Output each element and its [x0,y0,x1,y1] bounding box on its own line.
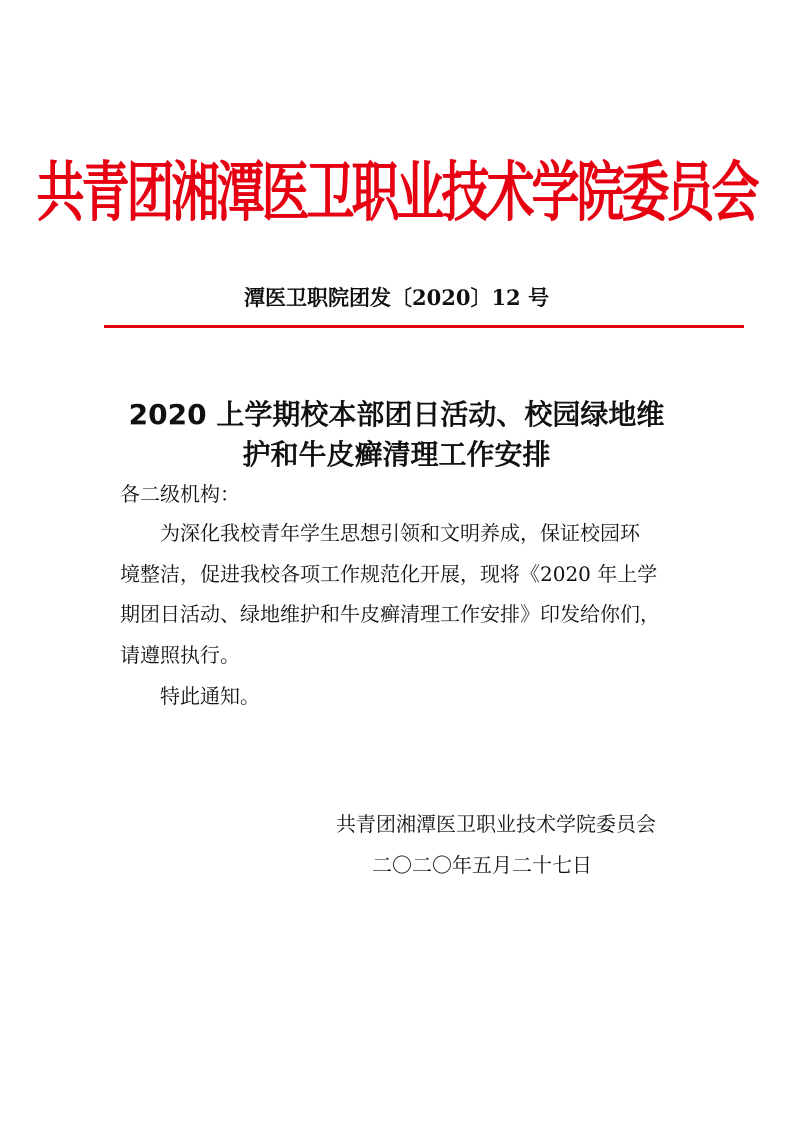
document-title-line-1: 2020 上学期校本部团日活动、校园绿地维 [128,398,665,431]
org-header-title: 共青团湘潭医卫职业技术学院委员会 [36,154,757,231]
body-line-4: 请遵照执行。 [120,642,240,667]
signature-organization: 共青团湘潭医卫职业技术学院委员会 [336,812,656,836]
body-line-1: 为深化我校青年学生思想引领和文明养成，保证校园环 [160,521,640,545]
closing-notice: 特此通知。 [160,684,260,708]
signature-date: 二〇二〇年五月二十七日 [372,853,592,877]
red-divider-line [104,325,744,328]
body-line-3: 期团日活动、绿地维护和牛皮癣清理工作安排》印发给你们， [120,602,660,626]
document-title-line-2: 护和牛皮癣清理工作安排 [242,438,551,471]
body-line-2: 境整洁，促进我校各项工作规范化开展，现将《2020 年上学 [120,561,658,586]
body-paragraph [120,513,680,675]
document-number: 潭医卫职院团发〔2020〕12 号 [244,285,549,310]
addressee: 各二级机构： [120,482,240,506]
document-title [100,395,693,475]
